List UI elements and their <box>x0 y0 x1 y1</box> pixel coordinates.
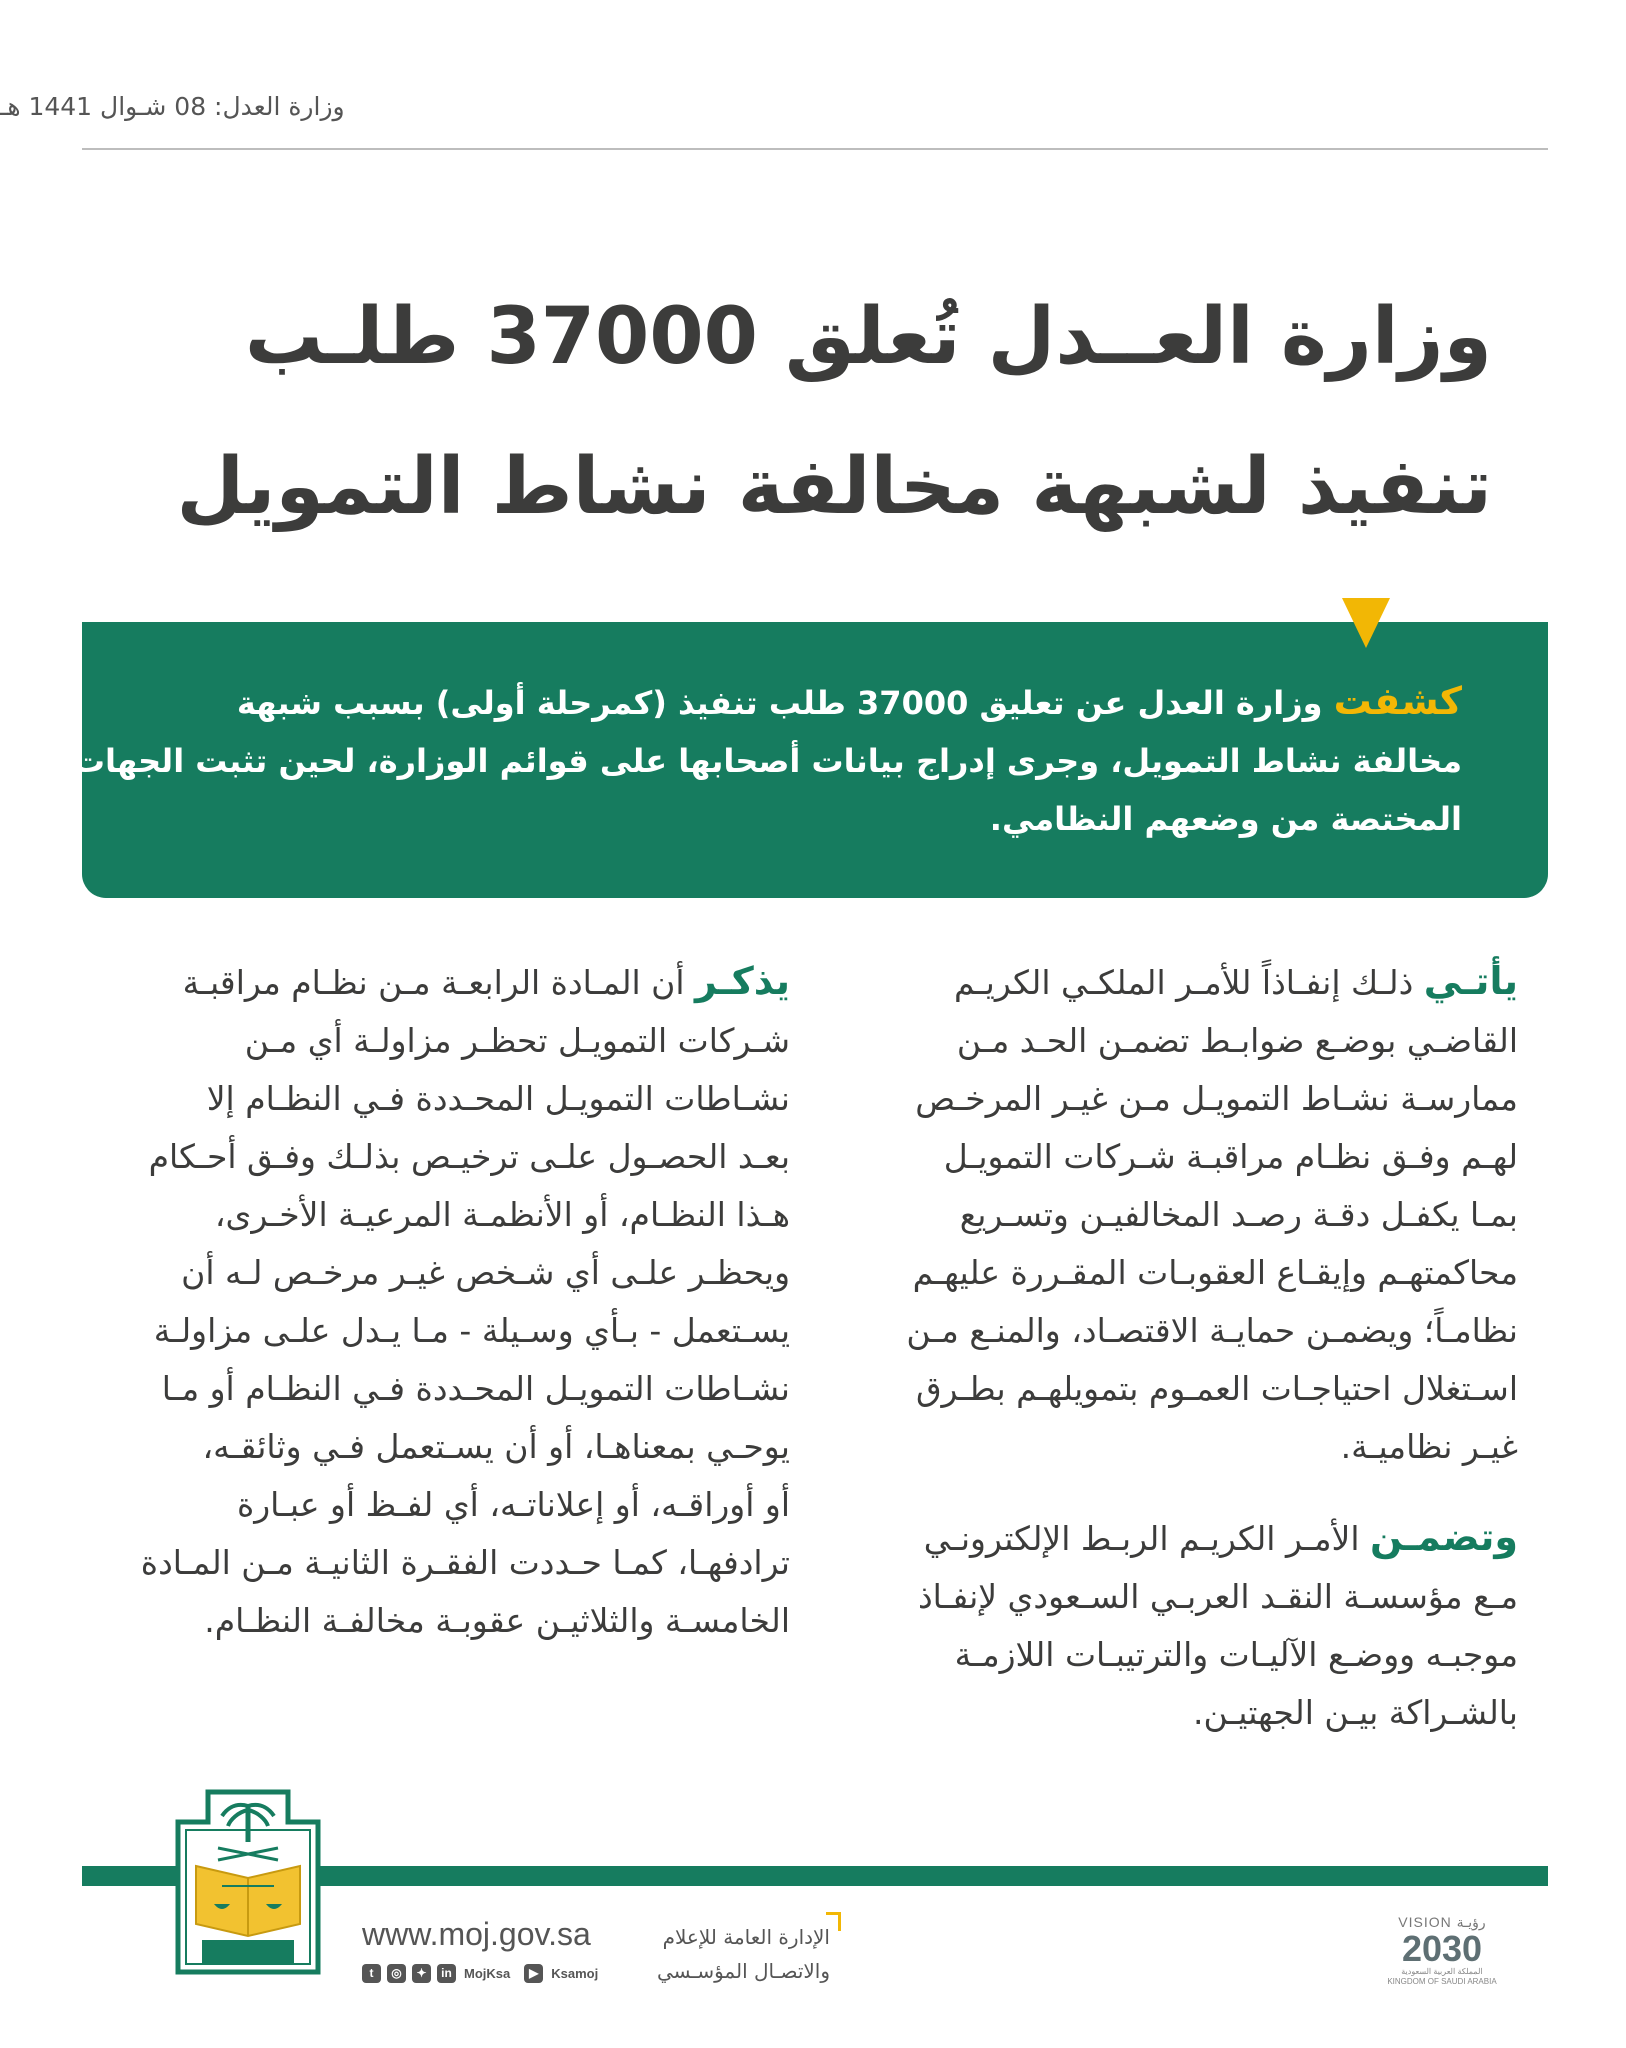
right-para2-line: بالشـراكة بيـن الجهتيـن. <box>1192 1693 1518 1732</box>
summary-keyword: كشفت <box>1333 679 1462 723</box>
ministry-emblem-icon <box>168 1782 328 1984</box>
social-handle-ksamoj[interactable]: Ksamoj <box>551 1966 599 1981</box>
left-line: يوحـي بمعناهـا، أو أن يسـتعمل فـي وثائقـه، <box>202 1427 790 1466</box>
summary-line-2: مخالفة نشاط التمويل، وجرى إدراج بيانات أصحابها على قوائم الوزارة، لحين تثبت الجهات <box>72 742 1462 780</box>
right-para1-line: بمـا يكفـل دقـة رصـد المخالفيـن وتسـريع <box>959 1195 1518 1234</box>
vision-year: 2030 <box>1401 1928 1483 1969</box>
website-url[interactable]: www.moj.gov.sa <box>362 1916 591 1952</box>
vision-kingdom: المملكة العربية السعودية <box>1401 1967 1483 1976</box>
right-para1-line: غيـر نظاميـة. <box>1340 1427 1518 1466</box>
dateline <box>0 92 1548 121</box>
right-para1-line: ممارسـة نشـاط التمويـل مـن غيـر المرخـص <box>915 1079 1518 1118</box>
left-line: أو أوراقـه، أو إعلاناتـه، أي لفـظ أو عبـارة <box>236 1485 790 1524</box>
down-arrow-icon <box>1342 598 1390 648</box>
left-line: ويحظـر علـى أي شـخص غيـر مرخـص لـه أن <box>181 1253 790 1292</box>
right-para1-line: محاكمتهـم وإيقـاع العقوبـات المقـررة عليهـم <box>912 1253 1518 1292</box>
right-para1-line: اسـتغلال احتياجـات العمـوم بتمويلهـم بطـرق <box>915 1369 1518 1408</box>
top-divider <box>82 148 1548 150</box>
left-line: نشـاطات التمويـل المحـددة فـي النظـام أو مـا <box>161 1369 790 1408</box>
left-line-0-text: أن المـادة الرابعـة مـن نظـام مراقبـة <box>182 963 696 1002</box>
page-title <box>72 262 1492 562</box>
right-para2-line: موجبـه ووضـع الآليـات والترتيبـات اللازمـة <box>954 1635 1518 1674</box>
dept-line-2: والاتصـال المؤسـسي <box>656 1959 830 1983</box>
left-keyword: يذكـر <box>695 959 790 1003</box>
right-para2-line-0 <box>818 1508 1518 1568</box>
linkedin-icon[interactable]: in <box>437 1964 456 1983</box>
twitter-icon[interactable]: t <box>362 1964 381 1983</box>
summary-line-1-text: وزارة العدل عن تعليق 37000 طلب تنفيذ (كمرحلة أولى) بسبب شبهة <box>236 684 1334 722</box>
social-handle-mojksa[interactable]: MojKsa <box>464 1966 511 1981</box>
instagram-icon[interactable]: ◎ <box>387 1964 406 1983</box>
left-line: شـركات التمويـل تحظـر مزاولـة أي مـن <box>244 1021 790 1060</box>
title-line-1: وزارة العــدل تُعلق 37000 طلـب <box>244 292 1492 382</box>
left-line: نشـاطات التمويـل المحـددة فـي النظـام إلا <box>206 1079 790 1118</box>
right-para2-line-0-text: الأمـر الكريـم الربـط الإلكترونـي <box>923 1519 1370 1558</box>
summary-text <box>72 672 1462 848</box>
summary-line-1 <box>162 672 1462 732</box>
right-para2-keyword: وتضمـن <box>1370 1515 1518 1559</box>
right-para1-keyword: يأتـي <box>1423 959 1518 1003</box>
left-line: ترادفهـا، كمـا حـددت الفقـرة الثانيـة مـن المـادة <box>140 1543 790 1582</box>
left-line-0 <box>70 952 790 1012</box>
right-column <box>818 952 1518 1742</box>
left-line: بعـد الحصـول علـى ترخيـص بذلـك وفـق أحـكام <box>148 1137 790 1176</box>
left-line: الخامسـة والثلاثيـن عقوبـة مخالفـة النظـام. <box>204 1601 790 1640</box>
right-para1-line-0 <box>818 952 1518 1012</box>
left-line: يسـتعمل - بـأي وسـيلة - مـا يـدل علـى مزاولـة <box>153 1311 790 1350</box>
right-para1-line: لهـم وفـق نظـام مراقبـة شـركات التمويـل <box>943 1137 1518 1176</box>
right-para1-line: القاضـي بوضـع ضوابـط تضمـن الحـد مـن <box>956 1021 1518 1060</box>
media-department <box>650 1920 830 1988</box>
paragraph-gap <box>818 1476 1518 1508</box>
vision-label: VISION رؤيـة <box>1398 1914 1486 1930</box>
social-links <box>362 1964 606 1983</box>
youtube-icon[interactable]: ▶ <box>524 1964 543 1983</box>
summary-line-3: المختصة من وضعهم النظامي. <box>989 800 1462 838</box>
dept-line-1: الإدارة العامة للإعلام <box>662 1925 830 1949</box>
dateline-text: وزارة العدل: 08 شـوال 1441 هـ <box>0 92 345 121</box>
left-line: هـذا النظـام، أو الأنظمـة المرعيـة الأخـرى، <box>214 1195 790 1234</box>
snapchat-icon[interactable]: ✦ <box>412 1964 431 1983</box>
right-para1-line: نظامـاً؛ ويضمـن حمايـة الاقتصـاد، والمنـع مـن <box>906 1311 1518 1350</box>
right-para2-line: مـع مؤسسـة النقـد العربـي السـعودي لإنفـاذ <box>917 1577 1518 1616</box>
title-line-2: تنفيذ لشبهة مخالفة نشاط التمويل <box>176 442 1492 532</box>
vision-kingdom-en: KINGDOM OF SAUDI ARABIA <box>1387 1977 1497 1986</box>
right-para1-line-0-text: ذلـك إنفـاذاً للأمـر الملكـي الكريـم <box>954 963 1424 1002</box>
vision-2030-logo <box>1384 1914 1500 1984</box>
left-column <box>70 952 790 1650</box>
